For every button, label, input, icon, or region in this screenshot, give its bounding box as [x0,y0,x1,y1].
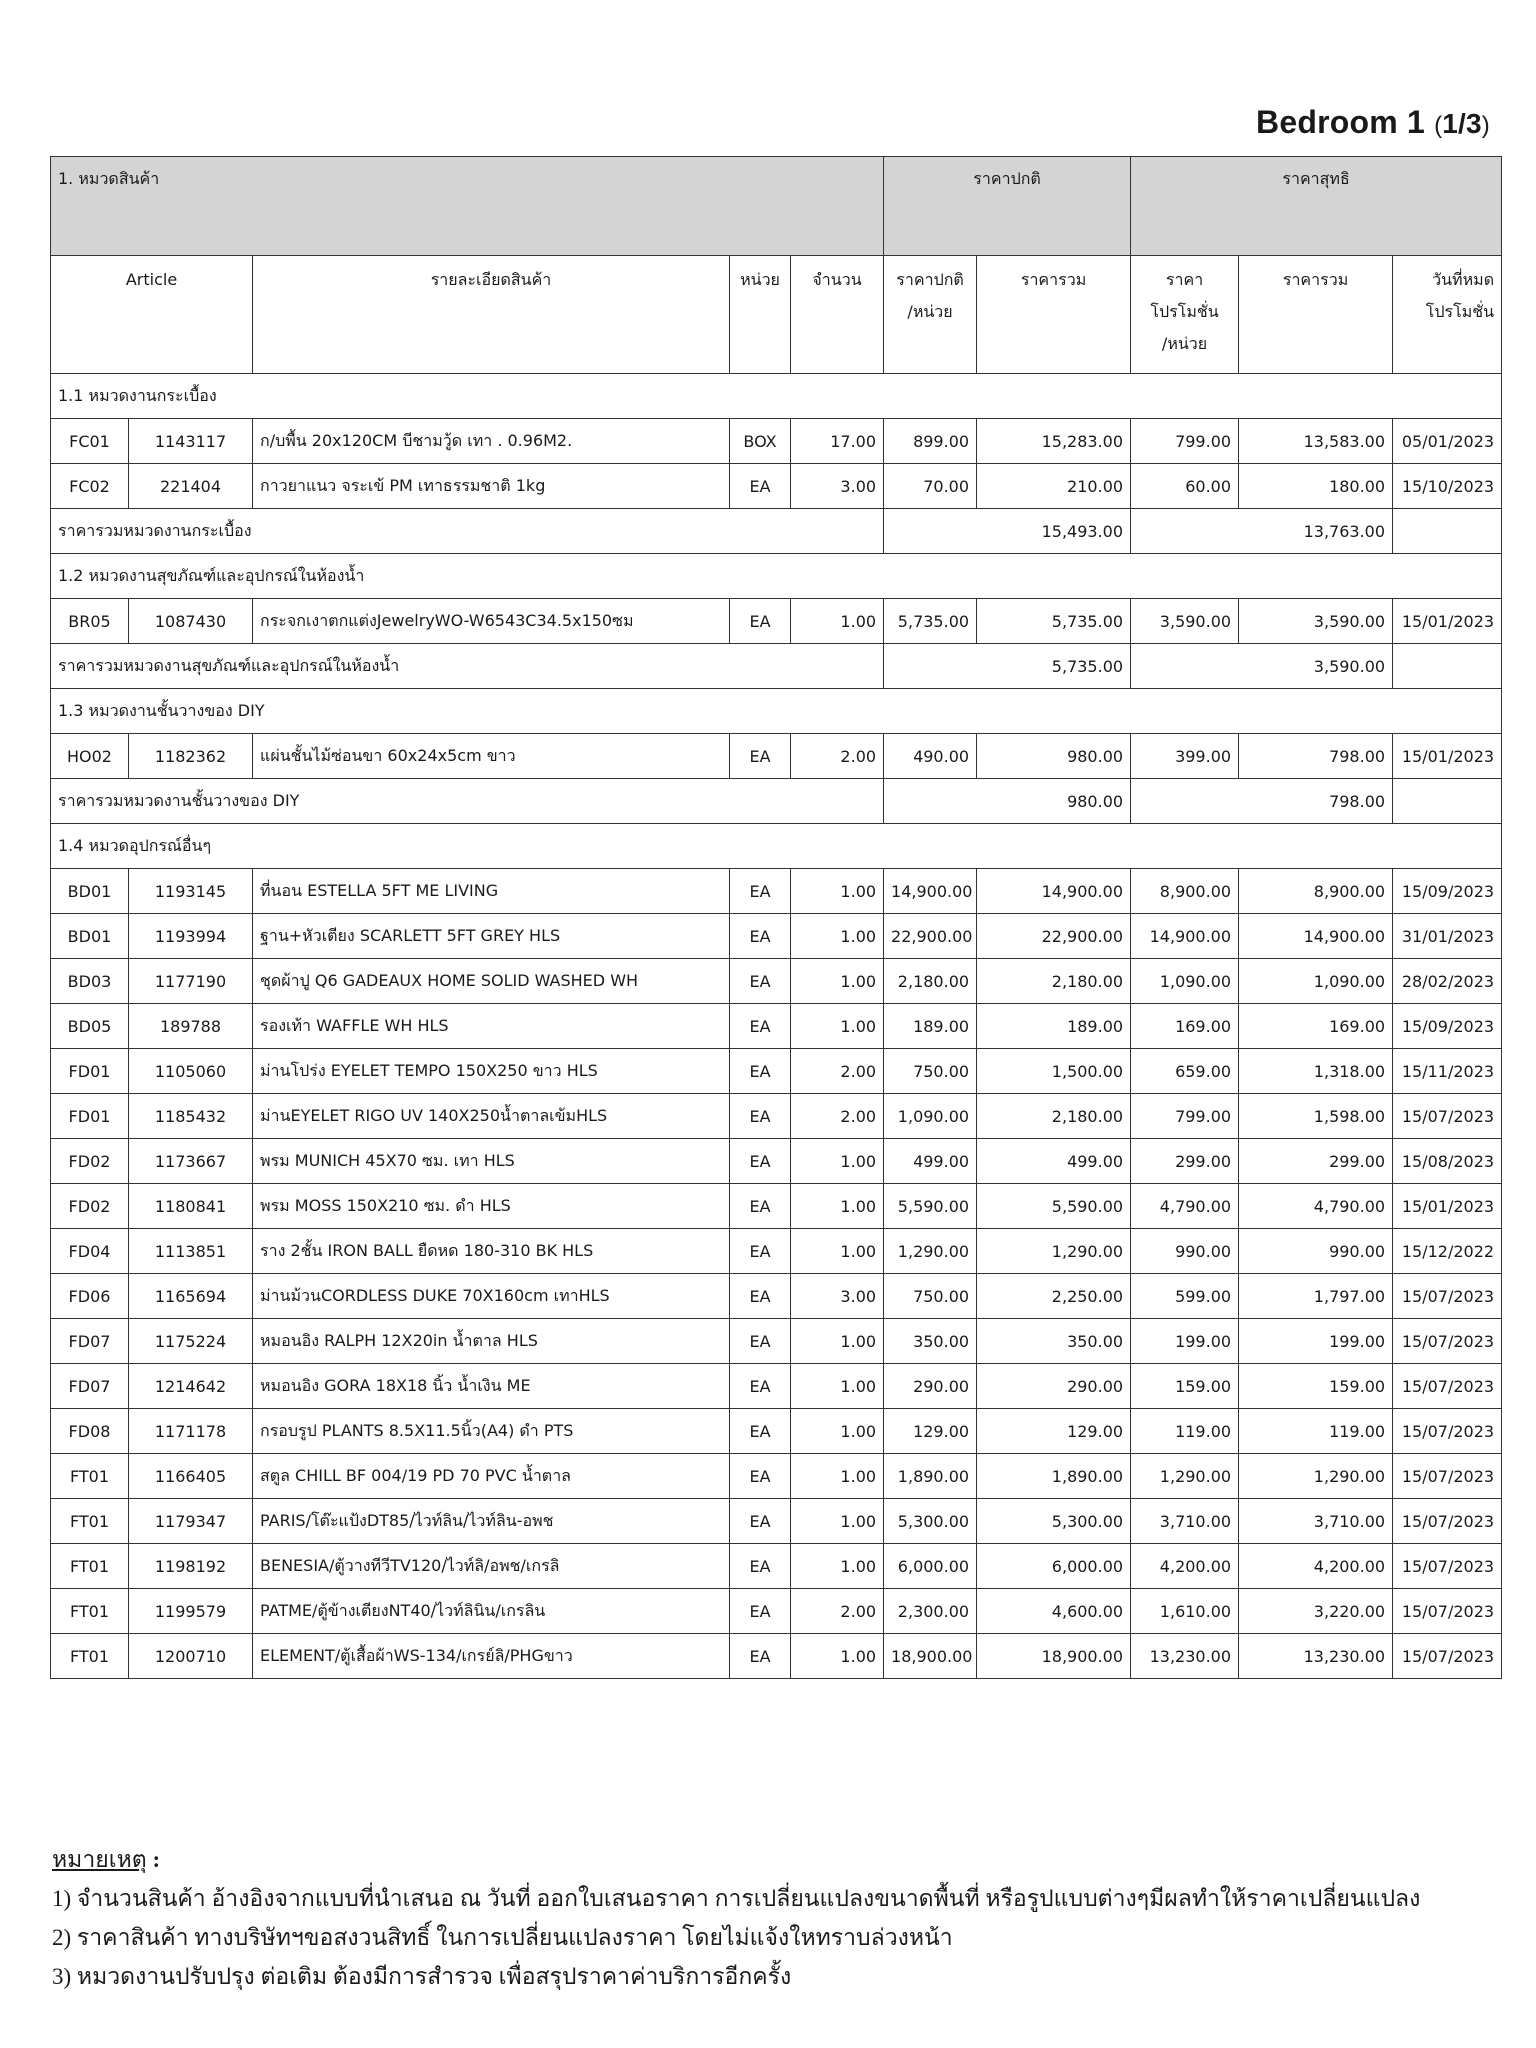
item-total: 980.00 [977,734,1131,779]
category-title: 1.2 หมวดงานสุขภัณฑ์และอุปกรณ์ในห้องน้ำ [51,554,1502,599]
item-price: 6,000.00 [884,1544,977,1589]
item-price: 350.00 [884,1319,977,1364]
item-article: 1175224 [129,1319,253,1364]
item-total: 5,590.00 [977,1184,1131,1229]
item-unit: EA [730,1364,791,1409]
subtotal-empty [1393,779,1502,824]
item-promo-total: 169.00 [1239,1004,1393,1049]
quotation-table [50,156,1502,1679]
item-promo-total: 180.00 [1239,464,1393,509]
item-code: BD05 [51,1004,129,1049]
item-article: 1214642 [129,1364,253,1409]
table-row [51,869,1502,914]
item-price: 189.00 [884,1004,977,1049]
table-row [51,1274,1502,1319]
item-total: 5,300.00 [977,1499,1131,1544]
item-unit: EA [730,1454,791,1499]
item-promo-end: 15/07/2023 [1393,1274,1502,1319]
group-normal-price: ราคาปกติ [884,157,1131,256]
item-unit: EA [730,914,791,959]
item-promo-price: 3,710.00 [1131,1499,1239,1544]
item-price: 22,900.00 [884,914,977,959]
item-unit: EA [730,599,791,644]
item-article: 1177190 [129,959,253,1004]
category-title: 1.4 หมวดอุปกรณ์อื่นๆ [51,824,1502,869]
item-promo-price: 1,610.00 [1131,1589,1239,1634]
col-promo-end: วันที่หมด โปรโมชั่น [1393,256,1502,374]
item-total: 14,900.00 [977,869,1131,914]
item-promo-end: 15/01/2023 [1393,1184,1502,1229]
item-detail: PARIS/โต๊ะแป้งDT85/ไวท์ลิน/ไวท์ลิน-อพช [253,1499,730,1544]
item-detail: ที่นอน ESTELLA 5FT ME LIVING [253,869,730,914]
item-qty: 1.00 [791,1139,884,1184]
item-total: 2,250.00 [977,1274,1131,1319]
item-detail: สตูล CHILL BF 004/19 PD 70 PVC น้ำตาล [253,1454,730,1499]
item-promo-end: 15/09/2023 [1393,1004,1502,1049]
table-row [51,1094,1502,1139]
notes-heading: หมายเหตุ [52,1847,147,1872]
item-price: 5,735.00 [884,599,977,644]
item-price: 18,900.00 [884,1634,977,1679]
subtotal-empty [1393,509,1502,554]
item-qty: 1.00 [791,959,884,1004]
item-qty: 1.00 [791,599,884,644]
item-promo-price: 199.00 [1131,1319,1239,1364]
table-row [51,599,1502,644]
item-total: 1,290.00 [977,1229,1131,1274]
note-line: 2) ราคาสินค้า ทางบริษัทฯขอสงวนสิทธิ์ ในการเปลี่ยนแปลงราคา โดยไม่แจ้งใหทราบล่วงหน้า [52,1925,953,1950]
item-price: 129.00 [884,1409,977,1454]
item-promo-total: 159.00 [1239,1364,1393,1409]
table-column-header [51,256,1502,374]
item-total: 18,900.00 [977,1634,1131,1679]
subtotal-label: ราคารวมหมวดงานกระเบื้อง [51,509,884,554]
item-promo-total: 1,797.00 [1239,1274,1393,1319]
table-row [51,1499,1502,1544]
table-row [51,1364,1502,1409]
item-promo-price: 119.00 [1131,1409,1239,1454]
subtotal-empty [1393,644,1502,689]
table-group-header [51,157,1502,256]
category-row [51,554,1502,599]
item-promo-total: 3,590.00 [1239,599,1393,644]
item-promo-price: 159.00 [1131,1364,1239,1409]
item-promo-end: 15/12/2022 [1393,1229,1502,1274]
category-row [51,374,1502,419]
item-promo-price: 799.00 [1131,419,1239,464]
item-unit: EA [730,464,791,509]
item-qty: 1.00 [791,1004,884,1049]
item-promo-price: 599.00 [1131,1274,1239,1319]
item-promo-end: 15/01/2023 [1393,734,1502,779]
item-total: 499.00 [977,1139,1131,1184]
item-code: BR05 [51,599,129,644]
item-article: 189788 [129,1004,253,1049]
item-unit: EA [730,869,791,914]
item-promo-price: 60.00 [1131,464,1239,509]
table-row [51,1454,1502,1499]
table-row [51,464,1502,509]
item-total: 290.00 [977,1364,1131,1409]
item-promo-total: 299.00 [1239,1139,1393,1184]
item-detail: ก/บพื้น 20x120CM บีชามวู้ด เทา . 0.96M2. [253,419,730,464]
item-promo-end: 28/02/2023 [1393,959,1502,1004]
item-code: FD04 [51,1229,129,1274]
item-article: 1200710 [129,1634,253,1679]
item-total: 210.00 [977,464,1131,509]
item-detail: ราง 2ชั้น IRON BALL ยืดหด 180-310 BK HLS [253,1229,730,1274]
item-unit: EA [730,734,791,779]
item-total: 1,890.00 [977,1454,1131,1499]
item-price: 499.00 [884,1139,977,1184]
item-promo-end: 15/08/2023 [1393,1139,1502,1184]
table-row [51,1184,1502,1229]
item-article: 1180841 [129,1184,253,1229]
item-promo-price: 4,790.00 [1131,1184,1239,1229]
table-row [51,1229,1502,1274]
item-promo-price: 1,290.00 [1131,1454,1239,1499]
item-detail: กาวยาแนว จระเข้ PM เทาธรรมชาติ 1kg [253,464,730,509]
item-promo-end: 31/01/2023 [1393,914,1502,959]
item-unit: EA [730,1274,791,1319]
item-promo-total: 798.00 [1239,734,1393,779]
item-article: 1171178 [129,1409,253,1454]
group-net-price: ราคาสุทธิ [1131,157,1502,256]
item-code: FD01 [51,1049,129,1094]
item-total: 6,000.00 [977,1544,1131,1589]
item-promo-price: 299.00 [1131,1139,1239,1184]
item-price: 1,890.00 [884,1454,977,1499]
item-promo-price: 8,900.00 [1131,869,1239,914]
notes: หมายเหตุ : 1) จำนวนสินค้า อ้างอิงจากแบบที่นำเสนอ ณ วันที่ ออกใบเสนอราคา การเปลี่ยนแปลงขนาดพื้นที่ หรือรูปแบบต่างๆมีผลทำให้ราคาเปลี่ยนแปลง 2) ราคาสินค้า ทางบริษัทฯขอสงวนสิทธิ์ ในการเปลี่ยนแปลงราคา โดยไม่แจ้งใหทราบล่วงหน้า 3) หมวดงานปรับปรุง ต่อเติม ต้องมีการสำรวจ เพื่อสรุปราคาค่าบริการอีกครั้ง [52,1840,1420,1996]
item-promo-total: 1,598.00 [1239,1094,1393,1139]
item-qty: 1.00 [791,1634,884,1679]
item-price: 290.00 [884,1364,977,1409]
item-promo-end: 15/07/2023 [1393,1634,1502,1679]
item-code: BD03 [51,959,129,1004]
item-article: 1087430 [129,599,253,644]
item-detail: ชุดผ้าปู Q6 GADEAUX HOME SOLID WASHED WH [253,959,730,1004]
item-qty: 1.00 [791,1229,884,1274]
col-article: Article [51,256,253,374]
item-qty: 1.00 [791,1499,884,1544]
item-price: 14,900.00 [884,869,977,914]
item-price: 1,090.00 [884,1094,977,1139]
item-unit: EA [730,1004,791,1049]
item-price: 2,180.00 [884,959,977,1004]
item-promo-total: 4,790.00 [1239,1184,1393,1229]
item-code: HO02 [51,734,129,779]
item-price: 899.00 [884,419,977,464]
subtotal-label: ราคารวมหมวดงานสุขภัณฑ์และอุปกรณ์ในห้องน้ำ [51,644,884,689]
category-title: 1.1 หมวดงานกระเบื้อง [51,374,1502,419]
subtotal-row [51,779,1502,824]
item-price: 750.00 [884,1274,977,1319]
table-row [51,1544,1502,1589]
item-unit: EA [730,1409,791,1454]
item-qty: 3.00 [791,464,884,509]
item-total: 189.00 [977,1004,1131,1049]
item-article: 1143117 [129,419,253,464]
subtotal-net: 13,763.00 [1131,509,1393,554]
item-total: 2,180.00 [977,1094,1131,1139]
item-total: 4,600.00 [977,1589,1131,1634]
item-article: 1105060 [129,1049,253,1094]
category-row [51,689,1502,734]
item-promo-total: 199.00 [1239,1319,1393,1364]
item-code: FD08 [51,1409,129,1454]
item-qty: 17.00 [791,419,884,464]
item-detail: รองเท้า WAFFLE WH HLS [253,1004,730,1049]
item-total: 5,735.00 [977,599,1131,644]
item-price: 5,300.00 [884,1499,977,1544]
item-promo-total: 1,290.00 [1239,1454,1393,1499]
item-detail: ฐาน+หัวเตียง SCARLETT 5FT GREY HLS [253,914,730,959]
item-code: FT01 [51,1634,129,1679]
item-total: 129.00 [977,1409,1131,1454]
item-unit: EA [730,1139,791,1184]
item-unit: EA [730,1499,791,1544]
item-code: FD07 [51,1319,129,1364]
item-promo-price: 659.00 [1131,1049,1239,1094]
item-promo-end: 15/11/2023 [1393,1049,1502,1094]
item-detail: ม่านโปร่ง EYELET TEMPO 150X250 ขาว HLS [253,1049,730,1094]
item-code: FT01 [51,1499,129,1544]
item-total: 15,283.00 [977,419,1131,464]
subtotal-net: 798.00 [1131,779,1393,824]
table-row [51,1004,1502,1049]
item-qty: 3.00 [791,1274,884,1319]
subtotal-row [51,509,1502,554]
item-qty: 1.00 [791,1409,884,1454]
table-row [51,1634,1502,1679]
item-detail: หมอนอิง RALPH 12X20in น้ำตาล HLS [253,1319,730,1364]
item-code: BD01 [51,914,129,959]
item-code: FD02 [51,1139,129,1184]
item-qty: 1.00 [791,1364,884,1409]
item-unit: EA [730,1589,791,1634]
item-total: 2,180.00 [977,959,1131,1004]
item-detail: ม่านม้วนCORDLESS DUKE 70X160cm เทาHLS [253,1274,730,1319]
col-qty: จำนวน [791,256,884,374]
item-code: FD07 [51,1364,129,1409]
table-row [51,1139,1502,1184]
item-qty: 2.00 [791,1049,884,1094]
item-article: 1185432 [129,1094,253,1139]
item-total: 1,500.00 [977,1049,1131,1094]
item-code: FT01 [51,1454,129,1499]
item-promo-price: 1,090.00 [1131,959,1239,1004]
item-unit: EA [730,1319,791,1364]
item-article: 1193994 [129,914,253,959]
table-row [51,914,1502,959]
item-article: 221404 [129,464,253,509]
table-row [51,1409,1502,1454]
table-row [51,1049,1502,1094]
subtotal-row [51,644,1502,689]
col-normal-price: ราคาปกติ /หน่วย [884,256,977,374]
item-promo-total: 13,230.00 [1239,1634,1393,1679]
page-title: Bedroom 1 (1/3) [1256,104,1490,140]
item-qty: 1.00 [791,869,884,914]
table-row [51,1319,1502,1364]
item-article: 1182362 [129,734,253,779]
item-unit: EA [730,1634,791,1679]
subtotal-normal: 5,735.00 [884,644,1131,689]
item-detail: ม่านEYELET RIGO UV 140X250น้ำตาลเข้มHLS [253,1094,730,1139]
item-promo-total: 13,583.00 [1239,419,1393,464]
item-promo-price: 3,590.00 [1131,599,1239,644]
table-row [51,959,1502,1004]
item-promo-total: 990.00 [1239,1229,1393,1274]
item-promo-price: 399.00 [1131,734,1239,779]
item-article: 1198192 [129,1544,253,1589]
group-title: 1. หมวดสินค้า [51,157,884,256]
item-qty: 1.00 [791,1454,884,1499]
item-code: FC01 [51,419,129,464]
item-unit: EA [730,1544,791,1589]
item-code: FD06 [51,1274,129,1319]
col-normal-total: ราคารวม [977,256,1131,374]
table-row [51,734,1502,779]
item-promo-end: 15/07/2023 [1393,1364,1502,1409]
item-total: 350.00 [977,1319,1131,1364]
item-detail: แผ่นชั้นไม้ซ่อนขา 60x24x5cm ขาว [253,734,730,779]
item-promo-price: 990.00 [1131,1229,1239,1274]
item-detail: หมอนอิง GORA 18X18 นิ้ว น้ำเงิน ME [253,1364,730,1409]
item-code: FD01 [51,1094,129,1139]
col-promo-total: ราคารวม [1239,256,1393,374]
item-promo-price: 4,200.00 [1131,1544,1239,1589]
note-line: 1) จำนวนสินค้า อ้างอิงจากแบบที่นำเสนอ ณ วันที่ ออกใบเสนอราคา การเปลี่ยนแปลงขนาดพื้นที่ หรือรูปแบบต่างๆมีผลทำให้ราคาเปลี่ยนแปลง [52,1886,1421,1911]
item-unit: BOX [730,419,791,464]
subtotal-net: 3,590.00 [1131,644,1393,689]
item-promo-end: 15/07/2023 [1393,1499,1502,1544]
item-qty: 2.00 [791,734,884,779]
item-promo-total: 3,710.00 [1239,1499,1393,1544]
item-code: FT01 [51,1589,129,1634]
category-title: 1.3 หมวดงานชั้นวางของ DIY [51,689,1502,734]
col-detail: รายละเอียดสินค้า [253,256,730,374]
subtotal-normal: 15,493.00 [884,509,1131,554]
item-promo-total: 8,900.00 [1239,869,1393,914]
item-unit: EA [730,1094,791,1139]
item-unit: EA [730,1049,791,1094]
item-unit: EA [730,1229,791,1274]
item-detail: ELEMENT/ตู้เสื้อผ้าWS-134/เกรย์ลิ/PHGขาว [253,1634,730,1679]
item-code: FT01 [51,1544,129,1589]
item-detail: กรอบรูป PLANTS 8.5X11.5นิ้ว(A4) ดำ PTS [253,1409,730,1454]
item-promo-end: 15/07/2023 [1393,1319,1502,1364]
item-price: 750.00 [884,1049,977,1094]
item-promo-price: 14,900.00 [1131,914,1239,959]
table-row [51,1589,1502,1634]
item-detail: กระจกเงาตกแต่งJewelryWO-W6543C34.5x150ซม [253,599,730,644]
item-promo-end: 15/07/2023 [1393,1454,1502,1499]
item-qty: 2.00 [791,1589,884,1634]
item-promo-end: 15/07/2023 [1393,1589,1502,1634]
item-promo-total: 14,900.00 [1239,914,1393,959]
item-article: 1166405 [129,1454,253,1499]
item-code: FD02 [51,1184,129,1229]
item-promo-total: 1,318.00 [1239,1049,1393,1094]
item-promo-price: 13,230.00 [1131,1634,1239,1679]
item-promo-end: 15/01/2023 [1393,599,1502,644]
table-row [51,419,1502,464]
item-price: 1,290.00 [884,1229,977,1274]
item-article: 1193145 [129,869,253,914]
subtotal-label: ราคารวมหมวดงานชั้นวางของ DIY [51,779,884,824]
item-promo-total: 4,200.00 [1239,1544,1393,1589]
item-promo-end: 15/09/2023 [1393,869,1502,914]
item-code: BD01 [51,869,129,914]
item-detail: พรม MOSS 150X210 ซม. ดำ HLS [253,1184,730,1229]
item-qty: 2.00 [791,1094,884,1139]
item-price: 490.00 [884,734,977,779]
item-detail: พรม MUNICH 45X70 ซม. เทา HLS [253,1139,730,1184]
item-article: 1199579 [129,1589,253,1634]
item-qty: 1.00 [791,914,884,959]
item-promo-total: 3,220.00 [1239,1589,1393,1634]
item-qty: 1.00 [791,1319,884,1364]
item-price: 2,300.00 [884,1589,977,1634]
item-unit: EA [730,1184,791,1229]
item-promo-end: 15/07/2023 [1393,1544,1502,1589]
item-promo-end: 15/07/2023 [1393,1094,1502,1139]
item-promo-end: 15/07/2023 [1393,1409,1502,1454]
item-promo-total: 119.00 [1239,1409,1393,1454]
item-promo-price: 169.00 [1131,1004,1239,1049]
item-price: 5,590.00 [884,1184,977,1229]
category-row [51,824,1502,869]
item-detail: PATME/ตู้ข้างเตียงNT40/ไวท์ลินิน/เกรลิน [253,1589,730,1634]
item-promo-price: 799.00 [1131,1094,1239,1139]
col-promo-price: ราคา โปรโมชั่น /หน่วย [1131,256,1239,374]
item-detail: BENESIA/ตู้วางทีวีTV120/ไวท์ลิ/อพช/เกรลิ [253,1544,730,1589]
item-article: 1165694 [129,1274,253,1319]
item-promo-end: 15/10/2023 [1393,464,1502,509]
item-promo-end: 05/01/2023 [1393,419,1502,464]
col-unit: หน่วย [730,256,791,374]
item-promo-total: 1,090.00 [1239,959,1393,1004]
item-qty: 1.00 [791,1544,884,1589]
item-article: 1173667 [129,1139,253,1184]
item-qty: 1.00 [791,1184,884,1229]
item-unit: EA [730,959,791,1004]
item-total: 22,900.00 [977,914,1131,959]
item-article: 1179347 [129,1499,253,1544]
item-article: 1113851 [129,1229,253,1274]
item-code: FC02 [51,464,129,509]
item-price: 70.00 [884,464,977,509]
note-line: 3) หมวดงานปรับปรุง ต่อเติม ต้องมีการสำรวจ เพื่อสรุปราคาค่าบริการอีกครั้ง [52,1964,792,1989]
subtotal-normal: 980.00 [884,779,1131,824]
